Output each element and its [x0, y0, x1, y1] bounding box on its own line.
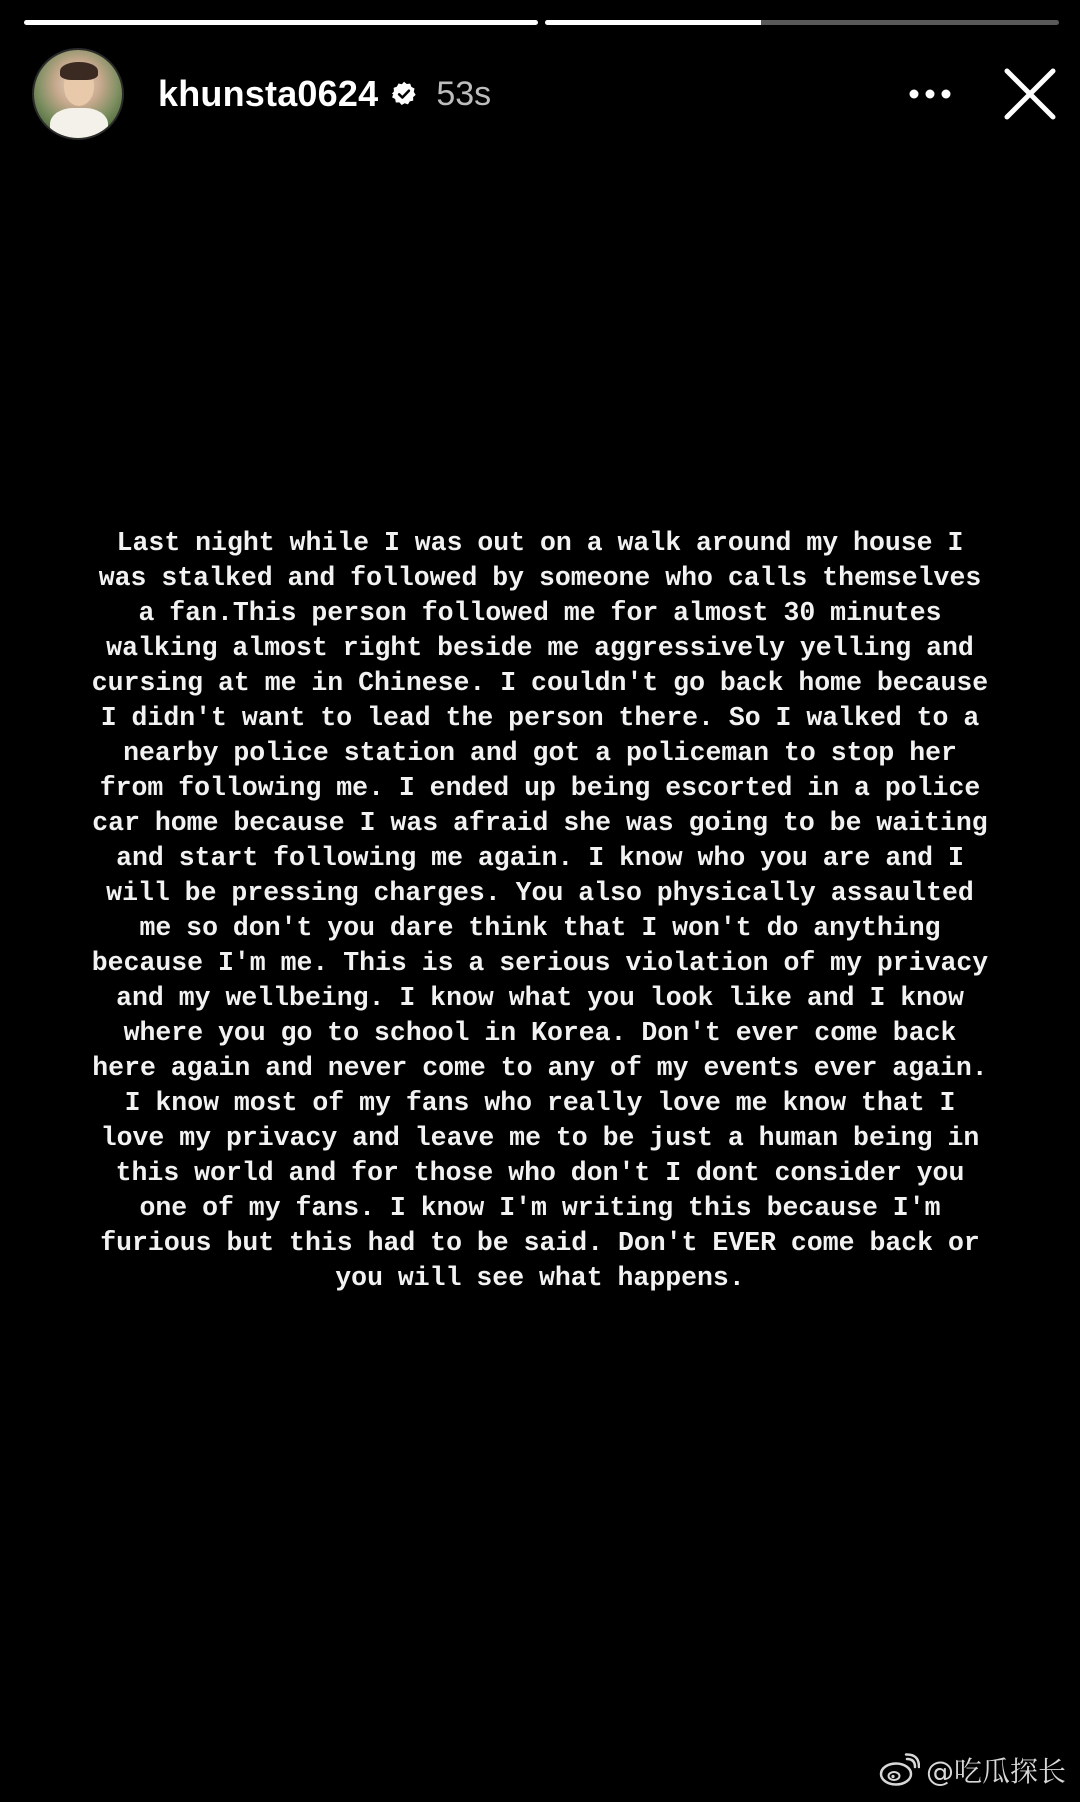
story-header [32, 48, 1060, 140]
story-progress-bar-1 [24, 20, 538, 25]
post-time: 53s [436, 74, 492, 113]
story-progress-fill-1 [24, 20, 538, 25]
watermark [878, 1750, 1066, 1790]
watermark-text: @吃瓜探长 [925, 1755, 1066, 1788]
close-icon [1003, 67, 1057, 121]
verified-badge-icon [390, 80, 418, 108]
more-options-button[interactable] [900, 64, 960, 124]
avatar[interactable] [32, 48, 124, 140]
story-text: Last night while I was out on a walk around my house I was stalked and followed by someone who calls themselves a fan.This person followed me for almost 30 minutes walking almost right beside me aggressively yelling and cursing at me in Chinese. I couldn't go back home because I didn't want to lead the person there. So I walked to a nearby police station and got a policeman to stop her from following me. I ended up being escorted in a police car home because I was afraid she was going to be waiting and start following me again. I know who you are and I will be pressing charges. You also physically assaulted me so don't you dare think that I won't do anything because I'm me. This is a serious violation of my privacy and my wellbeing. I know what you look like and I know where you go to school in Korea. Don't ever come back here again and never come to any of my events ever again. I know most of my fans who really love me know that I love my privacy and leave me to be just a human being in this world and for those who don't I dont consider you one of my fans. I know I'm writing this because I'm furious but this had to be said. Don't EVER come back or you will see what happens. [91, 528, 989, 1293]
weibo-icon [878, 1753, 920, 1787]
more-horizontal-icon [908, 88, 952, 100]
story-progress-fill-2 [545, 20, 761, 25]
close-button[interactable] [1000, 64, 1060, 124]
story-progress-bar-2 [545, 20, 1059, 25]
username[interactable]: khunsta0624 [158, 73, 379, 114]
